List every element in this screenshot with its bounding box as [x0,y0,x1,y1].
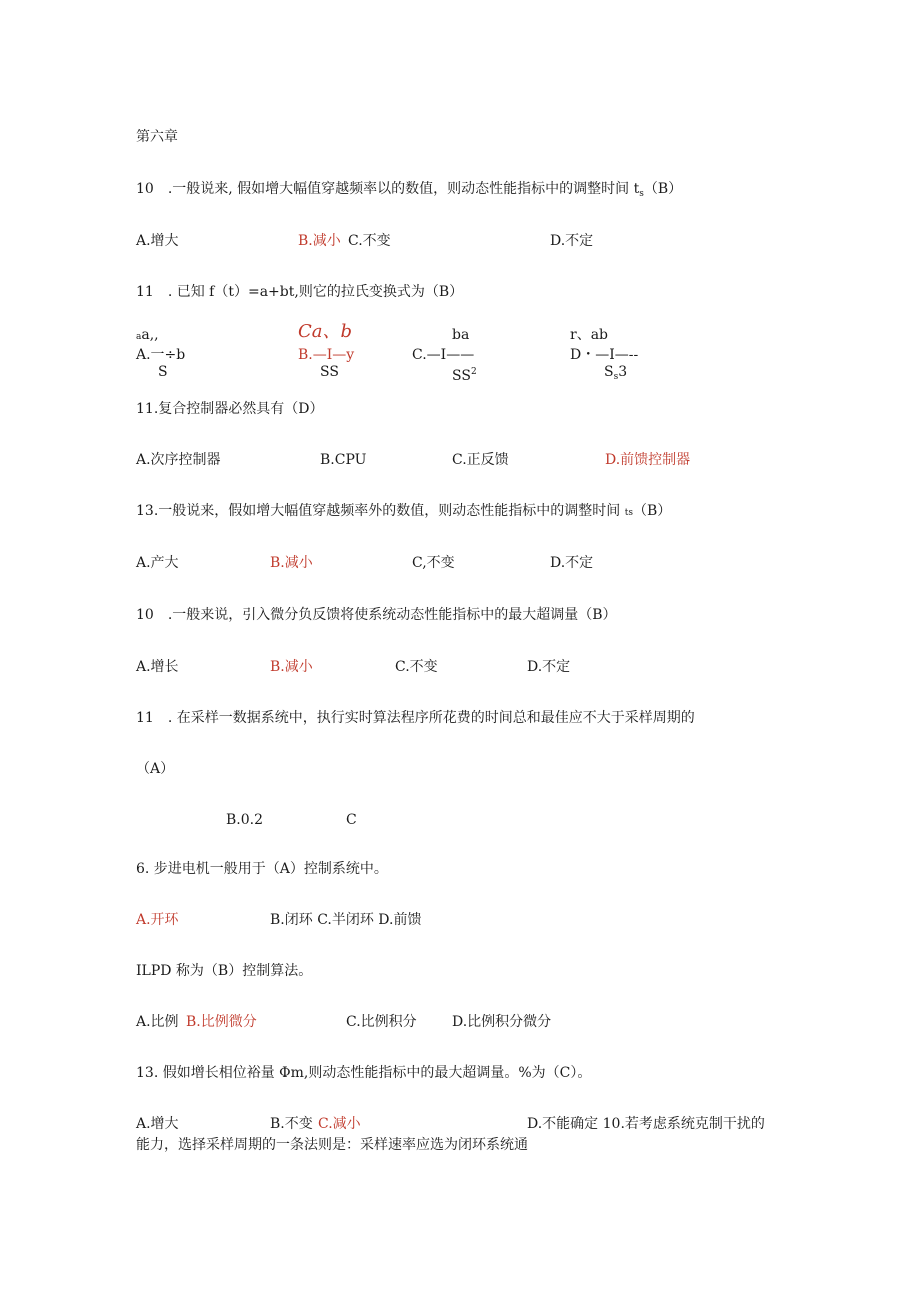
question-7-stem: 6. 步进电机一般用于（A）控制系统中。 [136,861,388,877]
option-c-denominator-text: SS [452,368,471,384]
option-b-numerator: Ca、b [298,321,353,342]
option-d-denominator-text: S [604,364,614,380]
question-3-option-d: D.前馈控制器 [605,452,691,468]
option-c-denominator-sup: 2 [470,367,477,377]
question-1-subscript: s [639,189,644,199]
question-7-option-a: A.开环 [136,912,179,928]
question-9-option-c: C.减小 [318,1116,361,1132]
option-b-denominator: SS [320,364,339,380]
question-1-stem [136,180,682,203]
question-5-option-b: B.减小 [270,659,313,675]
option-b-fraction-line: B.—I—y [298,347,355,363]
option-d-denominator [604,363,627,386]
question-1-option-c: C.不变 [348,233,391,249]
option-c-fraction-line: C.—I—— [412,347,475,363]
option-a-numerator [136,326,159,346]
question-8-option-c: C.比例积分 [346,1014,417,1030]
question-4-answer: （B） [632,503,672,519]
question-3-stem: 11.复合控制器必然具有（D） [136,401,324,417]
question-1-option-d: D.不定 [550,233,594,249]
option-a-fraction-line: A.一÷b [136,347,186,363]
option-a-denominator: S [158,364,168,380]
question-8-option-a: A.比例 [136,1014,179,1030]
option-c-numerator: ba [452,327,470,343]
option-d-denominator-sub: s [613,372,619,382]
continuation-line: 能力，选择采样周期的一条法则是：采样速率应选为闭环系统通 [136,1137,528,1153]
option-a-numerator-text: a,, [141,327,159,343]
option-c-denominator [452,363,477,385]
question-7-other-options: B.闭环 C.半闭环 D.前馈 [270,912,422,928]
question-2-stem: 11 . 已知 f（t）=a+bt,则它的拉氏变换式为（B） [136,284,464,300]
option-d-fraction-line: D・—I—-- [570,347,639,363]
question-1-text: 10 .一般说来, 假如增大幅值穿越频率以的数值，则动态性能指标中的调整时间 t [136,181,640,197]
option-d-denominator-tail: 3 [618,364,628,380]
question-3-option-c: C.正反馈 [452,452,509,468]
question-5-option-d: D.不定 [527,659,571,675]
question-5-option-c: C.不变 [395,659,438,675]
question-9-option-a: A.增大 [136,1116,179,1132]
question-4-stem [136,502,671,522]
question-4-option-a: A.产大 [136,555,179,571]
question-1-option-b: B.减小 [298,233,341,249]
question-9-option-d-and-next: D.不能确定 10.若考虑系统克制干扰的 [527,1116,765,1132]
question-4-text: 13.一般说来，假如增大幅值穿越频率外的数值，则动态性能指标中的调整时间 [136,503,621,519]
question-1-answer: （B） [643,181,683,197]
question-4-option-c: C,不变 [412,555,455,571]
question-8-option-d: D.比例积分微分 [452,1014,552,1030]
question-6-option-b: B.0.2 [226,812,264,828]
option-a-numerator-sub: a [136,332,142,342]
question-6-option-c: C [346,812,357,828]
question-8-stem: ILPD 称为（B）控制算法。 [136,963,313,979]
question-1-option-a: A.增大 [136,233,179,249]
question-4-option-d: D.不定 [550,555,594,571]
chapter-title: 第六章 [136,129,178,145]
option-d-numerator: r、ab [570,327,609,343]
question-5-option-a: A.增长 [136,659,179,675]
question-6-answer: （A） [136,761,175,777]
question-3-option-b: B.CPU [320,452,367,468]
question-9-stem: 13. 假如增长相位裕量 Φm,则动态性能指标中的最大超调量。%为（C）。 [136,1065,592,1081]
question-5-stem: 10 .一般来说，引入微分负反馈将使系统动态性能指标中的最大超调量（B） [136,607,617,623]
question-6-stem: 11 . 在采样一数据系统中，执行实时算法程序所花费的时间总和最佳应不大于采样周期的 [136,710,695,726]
question-9-option-b: B.不变 [270,1116,313,1132]
question-3-option-a: A.次序控制器 [136,452,221,468]
question-8-option-b: B.比例微分 [186,1014,257,1030]
question-4-option-b: B.减小 [270,555,313,571]
question-4-small: ts [624,508,633,518]
